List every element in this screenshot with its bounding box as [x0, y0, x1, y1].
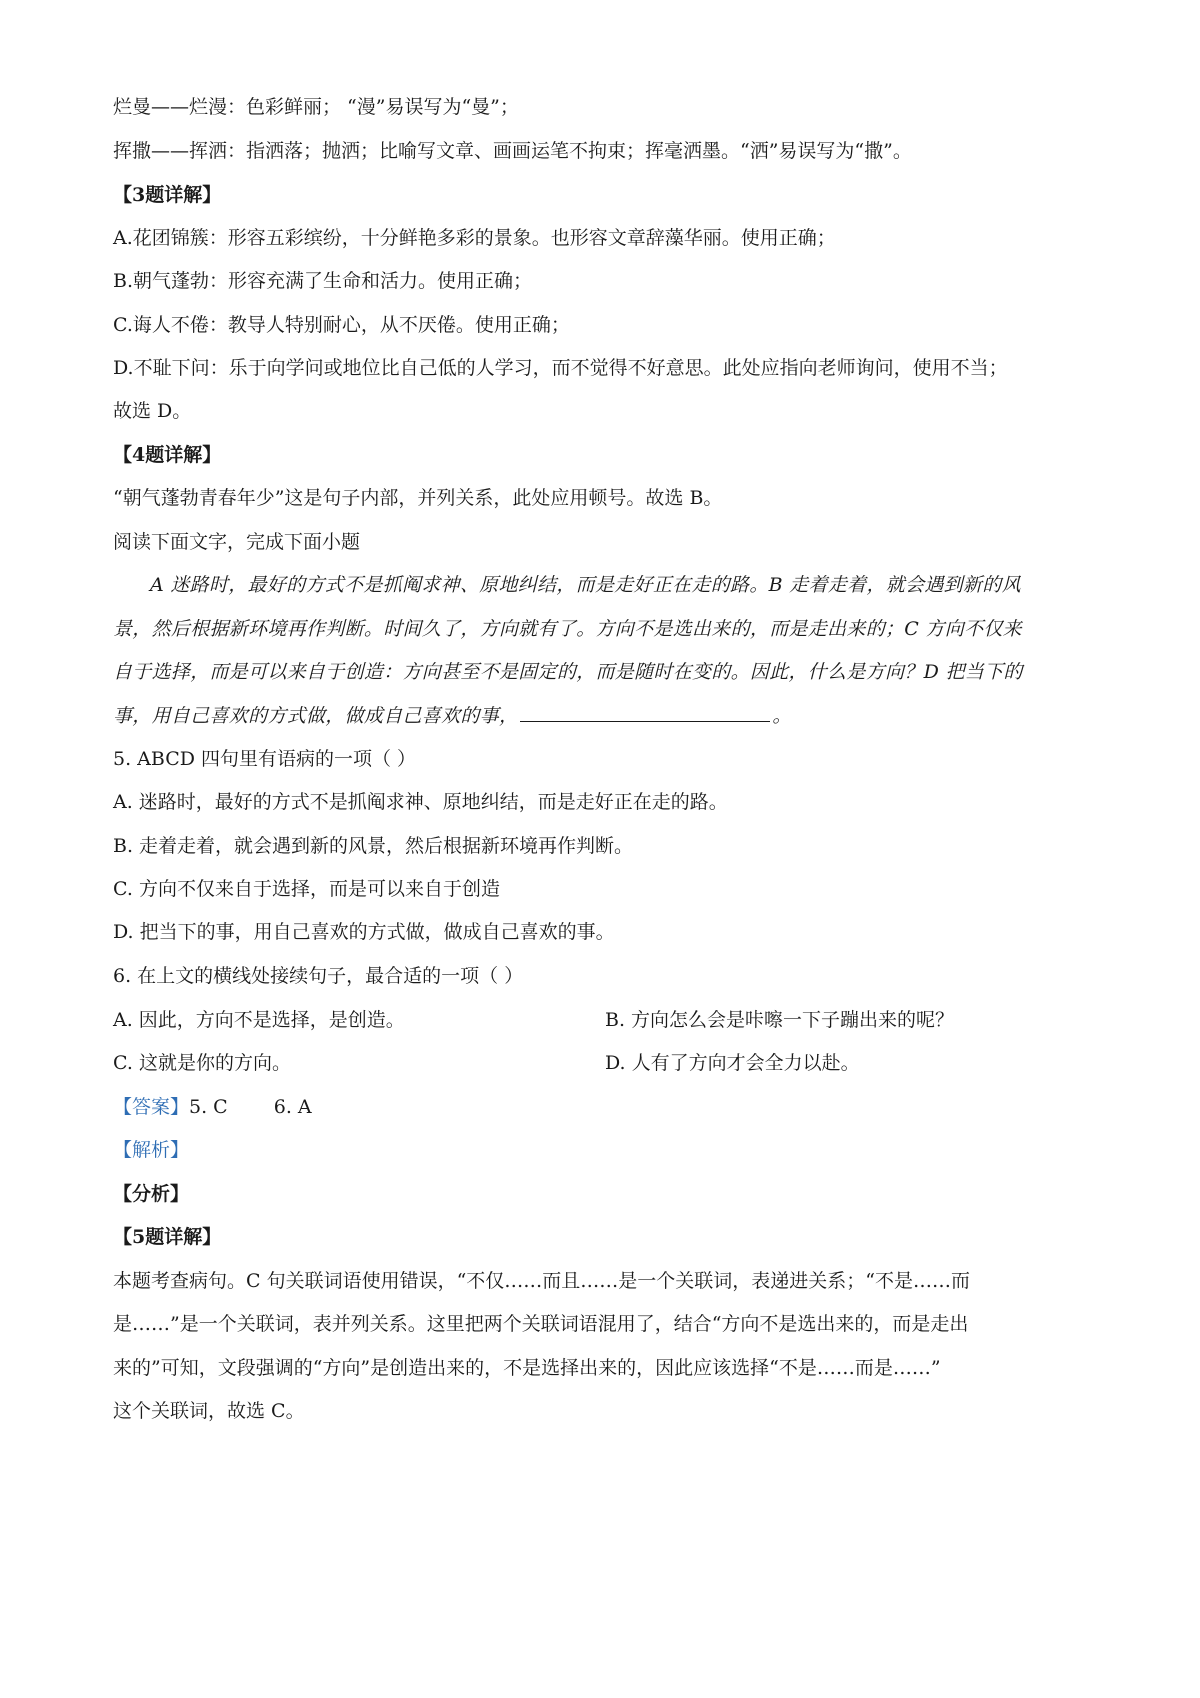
passage-text: 事，用自己喜欢的方式做，做成自己喜欢的事， — [113, 705, 519, 727]
text-line: D.不耻下问：乐于向学问或地位比自己低的人学习，而不觉得不好意思。此处应指向老师询问，使用不当； — [113, 357, 1008, 379]
text-line: 是……”是一个关联词，表并列关系。这里把两个关联词语混用了，结合“方向不是选出来的，而是走出 — [113, 1313, 969, 1335]
text-line: “朝气蓬勃青春年少”这是句子内部，并列关系，此处应用顿号。故选 B。 — [113, 487, 723, 509]
answer-label: 【答案】 — [113, 1096, 190, 1118]
option-c: C. 这就是你的方向。 — [113, 1052, 291, 1074]
section-heading: 【5题详解】 — [113, 1226, 222, 1248]
answer-5: 5. C — [189, 1096, 228, 1118]
option-b: B. 方向怎么会是咔嚓一下子蹦出来的呢？ — [605, 1009, 955, 1031]
passage-line — [113, 701, 1103, 730]
passage-line: 自于选择，而是可以来自于创造：方向甚至不是固定的，而是随时在变的。因此，什么是方向？D 把当下的 — [113, 661, 1023, 683]
text-line: 挥撒——挥洒：指洒落；抛洒；比喻写文章、画画运笔不拘束；挥毫洒墨。“洒”易误写为“撒”。 — [113, 140, 912, 162]
answer-blank — [520, 701, 770, 722]
text-line: 这个关联词，故选 C。 — [113, 1400, 305, 1422]
text-line: 本题考查病句。C 句关联词语使用错误，“不仅……而且……是一个关联词，表递进关系；“不是……而 — [113, 1270, 971, 1292]
text-line: 阅读下面文字，完成下面小题 — [113, 531, 361, 553]
option-d: D. 把当下的事，用自己喜欢的方式做，做成自己喜欢的事。 — [113, 921, 615, 943]
section-heading: 【4题详解】 — [113, 444, 222, 466]
option-a: A. 迷路时，最好的方式不是抓阄求神、原地纠结，而是走好正在走的路。 — [113, 791, 728, 813]
passage-text: 。 — [772, 705, 792, 727]
option-b: B. 走着走着，就会遇到新的风景，然后根据新环境再作判断。 — [113, 835, 634, 857]
option-a: A. 因此，方向不是选择，是创造。 — [113, 1009, 405, 1031]
passage-line: A 迷路时，最好的方式不是抓阄求神、原地纠结，而是走好正在走的路。B 走着走着，就会遇到新的风 — [150, 574, 1021, 596]
option-d: D. 人有了方向才会全力以赴。 — [605, 1052, 860, 1074]
section-heading: 【分析】 — [113, 1183, 190, 1205]
question-5: 5. ABCD 四句里有语病的一项（ ） — [113, 748, 417, 770]
analysis-label: 【解析】 — [113, 1139, 190, 1161]
passage-line: 景，然后根据新环境再作判断。时间久了，方向就有了。方向不是选出来的，而是走出来的；C 方向不仅来 — [113, 618, 1022, 640]
text-line: 故选 D。 — [113, 400, 192, 422]
answer-line — [113, 1093, 1103, 1121]
option-c: C. 方向不仅来自于选择，而是可以来自于创造 — [113, 878, 500, 900]
text-line: 来的”可知，文段强调的“方向”是创造出来的，不是选择出来的，因此应该选择“不是……而是……” — [113, 1357, 941, 1379]
answer-6: 6. A — [273, 1096, 312, 1118]
text-line: A.花团锦簇：形容五彩缤纷，十分鲜艳多彩的景象。也形容文章辞藻华丽。使用正确； — [113, 227, 836, 249]
question-6: 6. 在上文的横线处接续句子，最合适的一项（ ） — [113, 965, 524, 987]
text-line: C.诲人不倦：教导人特别耐心，从不厌倦。使用正确； — [113, 314, 570, 336]
section-heading: 【3题详解】 — [113, 184, 222, 206]
text-line: B.朝气蓬勃：形容充满了生命和活力。使用正确； — [113, 270, 533, 292]
text-line: 烂曼——烂漫：色彩鲜丽； “漫”易误写为“曼”； — [113, 96, 519, 118]
